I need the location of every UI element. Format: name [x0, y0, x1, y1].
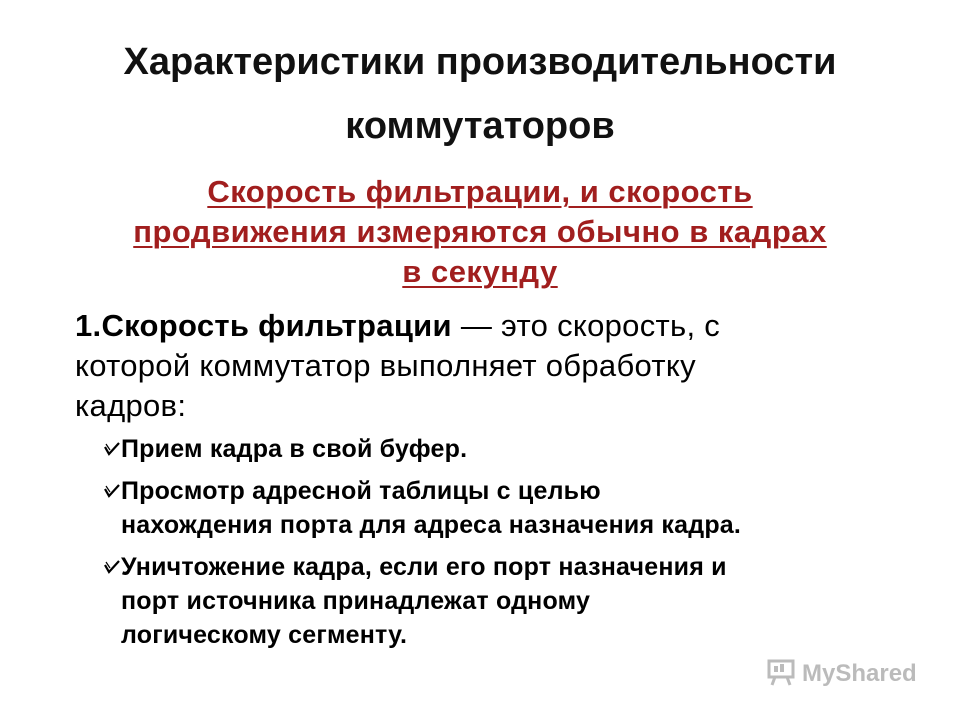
slide-subtitle [60, 172, 900, 292]
bullet-1-line-1: Прием кадра в свой буфер. [121, 435, 468, 463]
slide-title [0, 34, 960, 154]
bullet-item [104, 432, 904, 466]
bullet-3-line-2: порт источника принадлежат одному [121, 587, 591, 615]
definition-paragraph [75, 306, 895, 426]
bullet-text [121, 432, 904, 466]
bullet-text [121, 474, 904, 542]
definition-line-2: которой коммутатор выполняет обработку [75, 348, 696, 383]
definition-term: Скорость фильтрации [101, 308, 452, 343]
arrow-check-icon [104, 474, 121, 508]
bullet-list [104, 432, 904, 660]
subtitle-line-2: продвижения измеряются обычно в кадрах [133, 214, 827, 249]
subtitle-line-3: в секунду [402, 254, 558, 289]
definition-line-3: кадров: [75, 388, 187, 423]
bullet-text [121, 550, 904, 652]
subtitle-line-1: Скорость фильтрации, и скорость [207, 174, 753, 209]
definition-dash: — [451, 308, 502, 343]
definition-number: 1. [75, 308, 102, 343]
bullet-item [104, 474, 904, 542]
bullet-3-line-1: Уничтожение кадра, если его порт назначения и [121, 553, 727, 581]
title-line-1: Характеристики производительности [123, 41, 837, 83]
presentation-board-icon [766, 657, 796, 692]
definition-text-1: это скорость, с [501, 308, 721, 343]
bullet-item [104, 550, 904, 652]
definition-line-1 [75, 306, 895, 346]
arrow-check-icon [104, 550, 121, 584]
arrow-check-icon [104, 432, 121, 466]
bullet-2-line-2: нахождения порта для адреса назначения кадра. [121, 511, 742, 539]
bullet-3-line-3: логическому сегменту. [121, 621, 408, 649]
bullet-2-line-1: Просмотр адресной таблицы с целью [121, 477, 601, 505]
watermark-logo [766, 654, 917, 694]
title-line-2: коммутаторов [345, 105, 615, 147]
watermark-text: MyShared [802, 660, 917, 687]
